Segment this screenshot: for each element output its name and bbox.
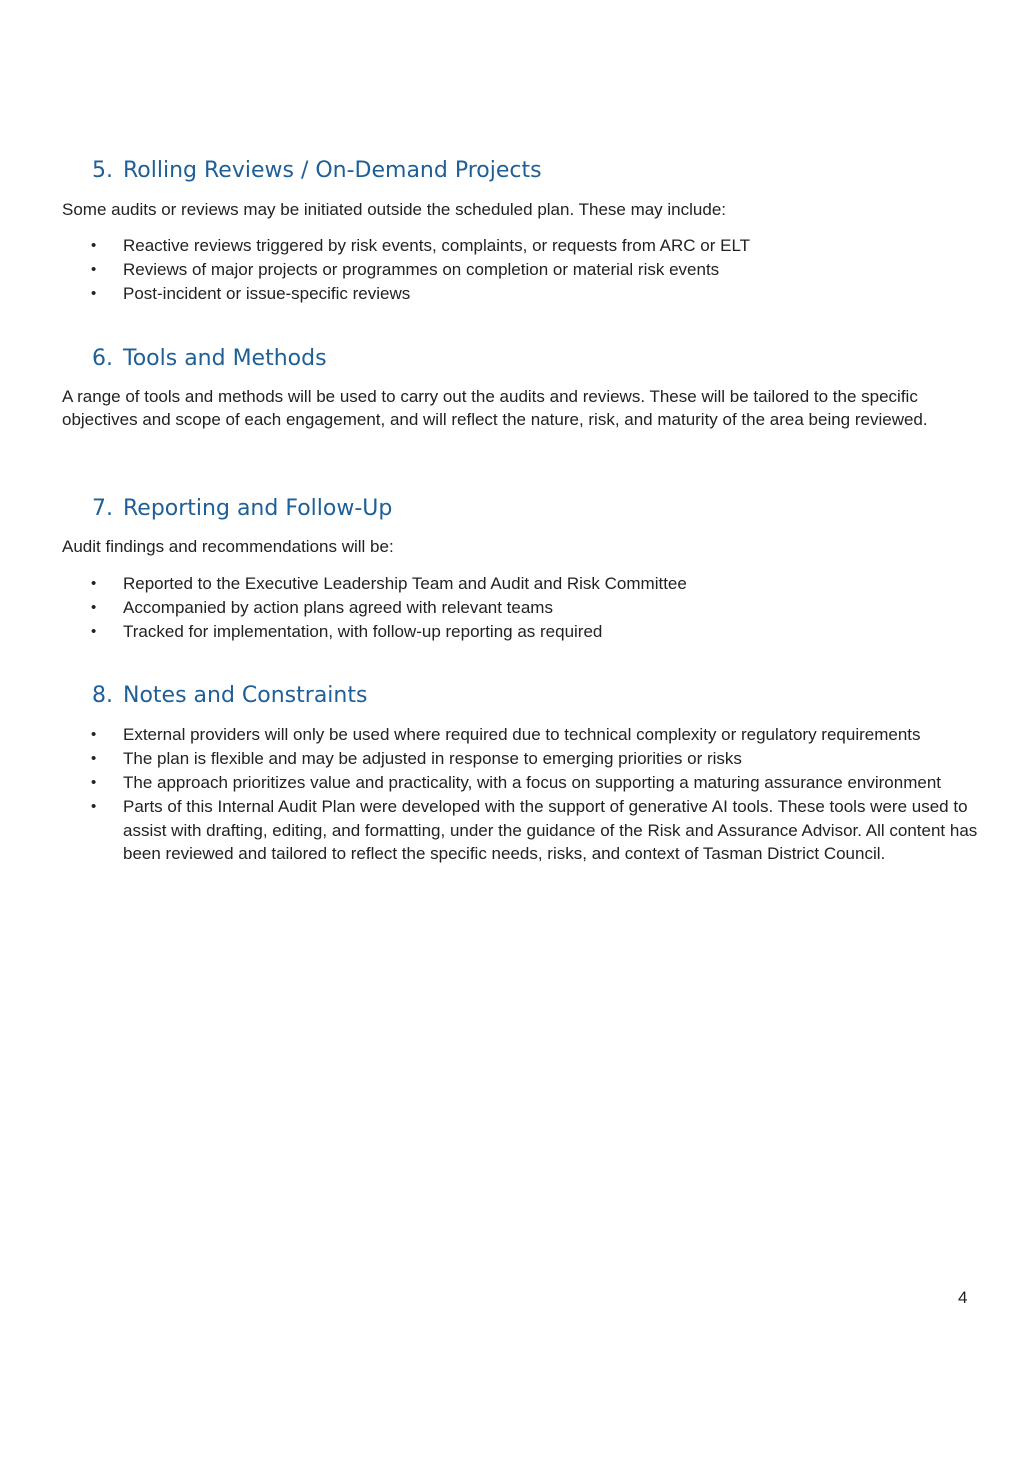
- bullet-icon: •: [91, 575, 97, 592]
- bullet-icon: •: [91, 726, 97, 743]
- section-5-bullet-list: [62, 234, 982, 306]
- bullet-icon: •: [91, 623, 97, 640]
- list-item: • Post-incident or issue-specific reviews: [62, 282, 982, 306]
- section-7-bullet-list: [62, 572, 982, 644]
- list-item: • The plan is flexible and may be adjusted in response to emerging priorities or risks: [62, 747, 982, 771]
- section-5-heading: [92, 158, 542, 183]
- bullet-icon: •: [91, 798, 97, 815]
- section-6-heading: [92, 346, 327, 371]
- list-item: • Reported to the Executive Leadership Team and Audit and Risk Committee: [62, 572, 982, 596]
- section-8-title: Notes and Constraints: [123, 683, 368, 708]
- section-8-heading: [92, 683, 367, 708]
- section-8-bullet-list: [62, 723, 982, 866]
- list-item: • The approach prioritizes value and practicality, with a focus on supporting a maturing assurance environment: [62, 771, 982, 795]
- section-6-title: Tools and Methods: [123, 346, 327, 371]
- section-8-number: 8.: [92, 683, 113, 708]
- section-7-title: Reporting and Follow-Up: [123, 496, 393, 521]
- list-item: • External providers will only be used where required due to technical complexity or regulatory requirements: [62, 723, 982, 747]
- bullet-icon: •: [91, 750, 97, 767]
- list-item: • Parts of this Internal Audit Plan were developed with the support of generative AI tools. These tools were used to assist with drafting, editing, and formatting, under the guidance of the Risk and Assurance Advisor. All content has been reviewed and tailored to reflect the specific needs, risks, and context of Tasman District Council.: [91, 797, 978, 863]
- section-6-intro: A range of tools and methods will be used to carry out the audits and reviews. These will be tailored to the specific objectives and scope of each engagement, and will reflect the nature, risk, and maturity of the area being reviewed.: [62, 387, 928, 429]
- list-item: • Tracked for implementation, with follow-up reporting as required: [62, 620, 982, 644]
- list-item: • Reviews of major projects or programmes on completion or material risk events: [62, 258, 982, 282]
- list-item: • Accompanied by action plans agreed with relevant teams: [62, 596, 982, 620]
- bullet-icon: •: [91, 599, 97, 616]
- section-5-title: Rolling Reviews / On-Demand Projects: [123, 158, 542, 183]
- section-7-heading: [92, 496, 392, 521]
- bullet-icon: •: [91, 774, 97, 791]
- bullet-icon: •: [91, 237, 97, 254]
- section-5-number: 5.: [92, 158, 113, 183]
- bullet-icon: •: [91, 261, 97, 278]
- bullet-icon: •: [91, 285, 97, 302]
- section-5-intro: Some audits or reviews may be initiated outside the scheduled plan. These may include:: [62, 200, 727, 219]
- section-7-number: 7.: [92, 496, 113, 521]
- page-number: 4: [958, 1288, 968, 1307]
- section-7-intro: Audit findings and recommendations will be:: [62, 537, 394, 556]
- section-6-number: 6.: [92, 346, 113, 371]
- list-item: • Reactive reviews triggered by risk events, complaints, or requests from ARC or ELT: [62, 234, 982, 258]
